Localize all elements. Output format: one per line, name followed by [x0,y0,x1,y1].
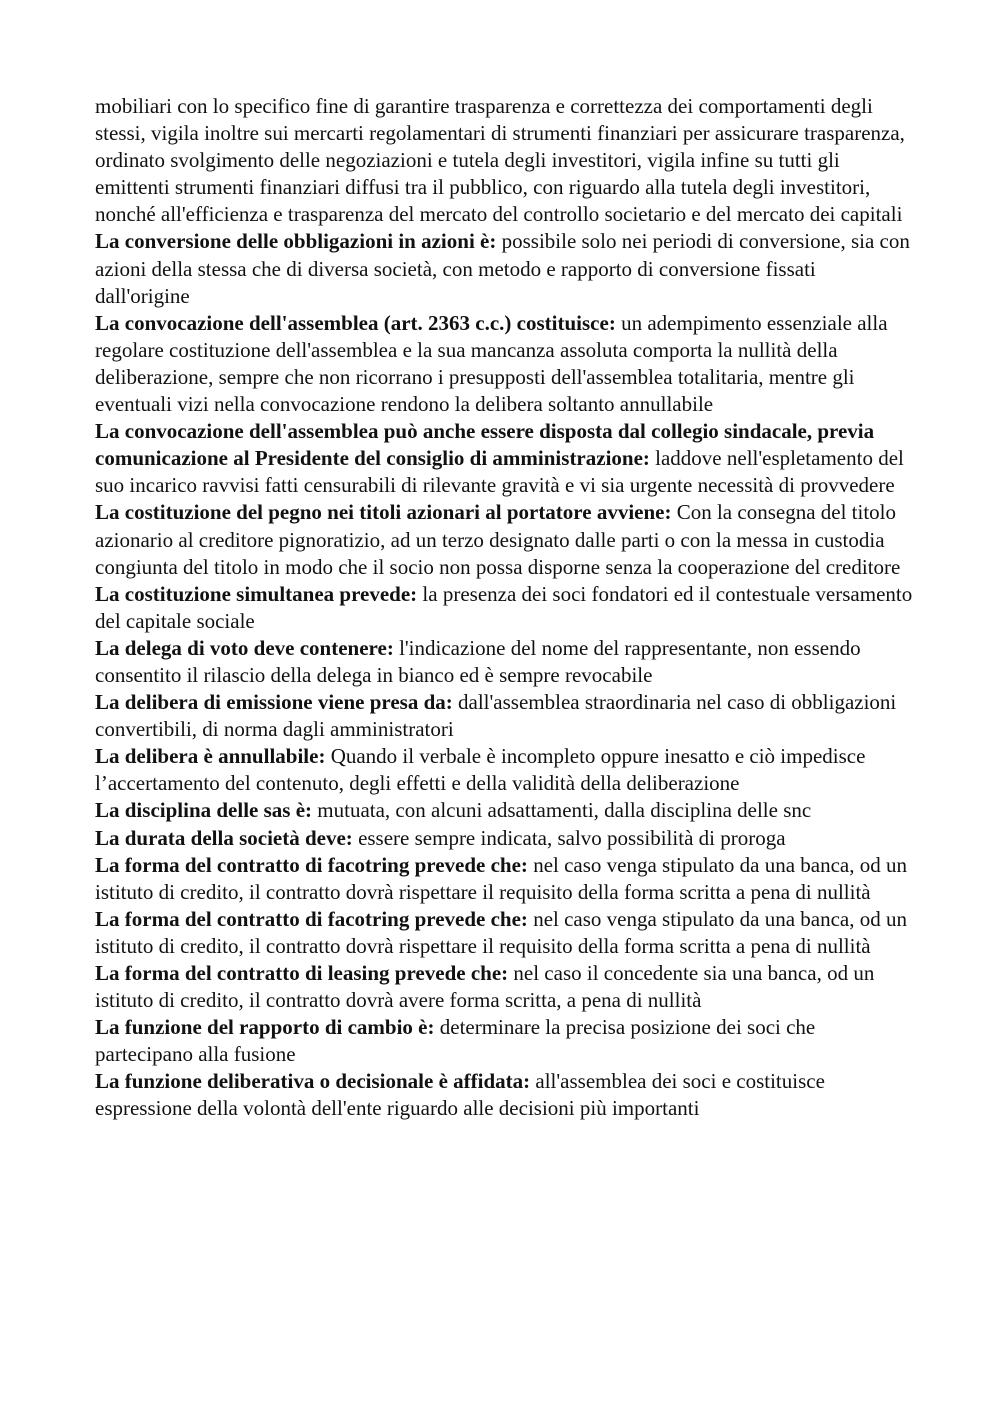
entry-question: La convocazione dell'assemblea (art. 2363 c.c.) costituisce: [95,310,616,335]
entry-question: La funzione del rapporto di cambio è: [95,1015,435,1040]
entry-question: La forma del contratto di facotring prevede che: [95,906,528,931]
entry-answer: nel caso venga stipulato da una banca, od un istituto di credito, il contratto dovrà rispettare il requisito della forma scritta a pena di nullità [95,852,907,904]
intro-paragraph: mobiliari con lo specifico fine di garantire trasparenza e correttezza dei comportamenti degli stessi, vigila inoltre sui mercarti regolamentari di strumenti finanziari per assicurare trasparenza, ordinato svolgimento delle negoziazioni e tutela degli investitori, vigila infine su tutti gli emittenti strumenti finanziari diffusi tra il pubblico, con riguardo alla tutela degli investitori, nonché all'efficienza e trasparenza del mercato del controllo societario e del mercato dei capitali [95,94,905,227]
qa-entry [95,960,915,1014]
entry-answer: laddove nell'espletamento del suo incarico ravvisi fatti censurabili di rilevante gravità e vi sia urgente necessità di provvedere [95,446,904,498]
qa-entry [95,418,915,499]
entry-answer: la presenza dei soci fondatori ed il contestuale versamento del capitale sociale [95,581,913,633]
qa-entry [95,1068,915,1122]
entry-answer: l'indicazione del nome del rappresentante, non essendo consentito il rilascio della delega in bianco ed è sempre revocabile [95,635,861,687]
qa-entry [95,743,915,797]
entry-answer: Quando il verbale è incompleto oppure inesatto e ciò impedisce l’accertamento del contenuto, degli effetti e della validità della deliberazione [95,744,866,796]
qa-entry [95,581,915,635]
entry-answer: Con la consegna del titolo azionario al creditore pignoratizio, ad un terzo designato dalle parti o con la messa in custodia congiunta del titolo in modo che il socio non possa disporne senza la cooperazione del creditore [95,500,901,579]
entry-question: La durata della società deve: [95,825,353,850]
entry-answer: all'assemblea dei soci e costituisce espressione della volontà dell'ente riguardo alle decisioni più importanti [95,1069,825,1121]
entry-answer: nel caso venga stipulato da una banca, od un istituto di credito, il contratto dovrà rispettare il requisito della forma scritta a pena di nullità [95,906,907,958]
document-page [95,93,915,1123]
entry-question: La forma del contratto di facotring prevede che: [95,852,528,877]
entry-answer: essere sempre indicata, salvo possibilità di proroga [358,825,786,850]
qa-entry [95,906,915,960]
qa-entry [95,852,915,906]
qa-entry [95,635,915,689]
entry-answer: un adempimento essenziale alla regolare costituzione dell'assemblea e la sua mancanza assoluta comporta la nullità della deliberazione, sempre che non ricorrano i presupposti dell'assemblea totalitaria, mentre gli eventuali vizi nella convocazione rendono la delibera soltanto annullabile [95,310,888,417]
qa-entry [95,499,915,580]
entry-question: La convocazione dell'assemblea può anche essere disposta dal collegio sindacale, previa comunicazione al Presidente del consiglio di amministrazione: [95,419,875,471]
entry-question: La delibera è annullabile: [95,744,326,769]
entry-question: La delibera di emissione viene presa da: [95,690,453,715]
qa-entry [95,1014,915,1068]
entry-answer: mutuata, con alcuni adsattamenti, dalla disciplina delle snc [317,798,812,823]
entry-question: La funzione deliberativa o decisionale è affidata: [95,1069,531,1094]
entry-question: La disciplina delle sas è: [95,798,313,823]
entry-question: La costituzione del pegno nei titoli azionari al portatore avviene: [95,500,672,525]
qa-entry [95,797,915,824]
entry-answer: dall'assemblea straordinaria nel caso di obbligazioni convertibili, di norma dagli amministratori [95,690,897,742]
qa-entry [95,825,915,852]
entry-answer: nel caso il concedente sia una banca, od un istituto di credito, il contratto dovrà avere forma scritta, a pena di nullità [95,961,875,1013]
entry-question: La conversione delle obbligazioni in azioni è: [95,229,497,254]
qa-entry [95,310,915,418]
entry-answer: determinare la precisa posizione dei soci che partecipano alla fusione [95,1015,816,1067]
entry-answer: possibile solo nei periodi di conversione, sia con azioni della stessa che di diversa società, con metodo e rapporto di conversione fissati dall'origine [95,229,910,308]
qa-entry [95,689,915,743]
entry-question: La costituzione simultanea prevede: [95,581,418,606]
entry-question: La forma del contratto di leasing prevede che: [95,961,509,985]
entry-question: La delega di voto deve contenere: [95,635,394,660]
qa-entry [95,228,915,309]
